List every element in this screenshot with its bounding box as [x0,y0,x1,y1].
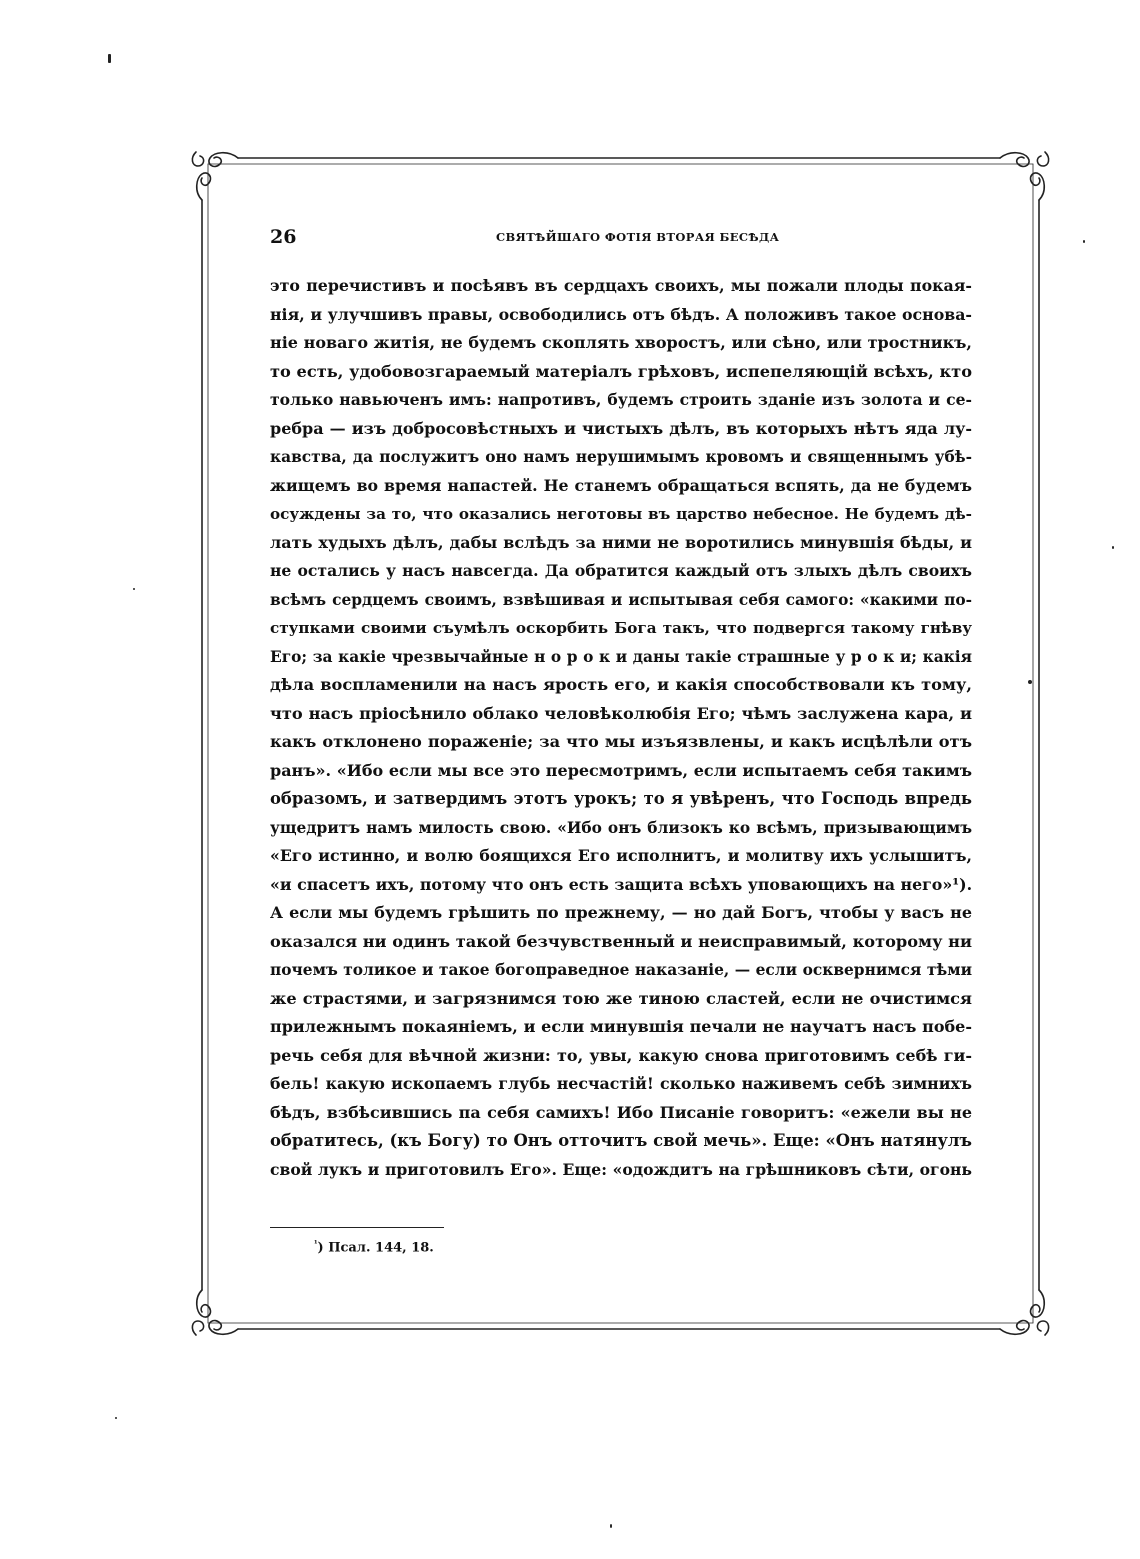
body-text [270,272,972,1184]
scan-speck [108,54,111,63]
footnote-marker: ¹ [314,1238,318,1248]
scan-speck [1028,680,1032,684]
page-header [270,226,970,252]
scan-speck [1083,240,1085,243]
scan-speck [1112,546,1114,549]
running-title: СВЯТѢЙШАГО ФОТІЯ ВТОРАЯ БЕСѢДА [496,230,780,244]
text-line: образомъ, и затвердимъ этотъ урокъ; то я увѣренъ, что Господь впредь [270,789,972,808]
text-line: А если мы будемъ грѣшить по прежнему, — но дай Богъ, чтобы у васъ не [270,903,972,922]
text-line: ніе новаго житія, не будемъ скоплять хворостъ, или сѣно, или тростникъ, [270,333,972,352]
text-line: ступками своими съумѣлъ оскорбить Бога такъ, что подвергся такому гнѣву [270,619,972,637]
text-line: какъ отклонено пораженіе; за что мы изъязвлены, и какъ исцѣлѣли отъ [270,732,972,751]
text-line: же страстями, и загрязнимся тою же тиною сластей, если не очистимся [270,988,972,1008]
text-line: лать худыхъ дѣлъ, дабы вслѣдъ за ними не воротились минувшія бѣды, и [270,532,972,552]
text-line: нія, и улучшивъ правы, освободились отъ бѣдъ. А положивъ такое основа- [270,304,972,324]
scan-speck [115,1417,117,1419]
text-line: не остались у насъ навсегда. Да обратится каждый отъ злыхъ дѣлъ своихъ [270,561,972,580]
scan-speck [610,1524,612,1528]
text-line: что насъ пріосѣнило облако человѣколюбія Его; чѣмъ заслужена кара, и [270,703,972,723]
text-line: оказался ни одинъ такой безчувственный и неисправимый, которому ни [270,931,972,951]
text-line: почемъ толикое и такое богоправедное наказаніе, — если осквернимся тѣми [270,961,972,979]
text-line: всѣмъ сердцемъ своимъ, взвѣшивая и испытывая себя самого: «какими по- [270,590,972,609]
text-line: то есть, удобовозгараемый матеріалъ грѣховъ, испепеляющій всѣхъ, кто [270,361,972,381]
text-line: это перечистивъ и посѣявъ въ сердцахъ своихъ, мы пожали плоды покая- [270,276,972,295]
text-line: ранъ». «Ибо если мы все это пересмотримъ, если испытаемъ себя такимъ [270,760,972,780]
footnote [314,1238,434,1255]
text-line: Его; за какіе чрезвычайные н о р о к и даны такіе страшные у р о к и; какія [270,647,972,666]
text-line: речь себя для вѣчной жизни: то, увы, какую снова приготовимъ себѣ ги- [270,1045,972,1065]
footnote-text: ) Псал. 144, 18. [317,1240,434,1256]
text-line: жищемъ во время напастей. Не станемъ обращаться вспять, да не будемъ [270,475,972,495]
page-number: 26 [270,226,297,248]
text-line: свой лукъ и приготовилъ Его». Еще: «одождитъ на грѣшниковъ сѣти, огонь [270,1159,972,1179]
footnote-divider [270,1227,444,1228]
text-line: осуждены за то, что оказались неготовы въ царство небесное. Не будемъ дѣ- [270,505,972,523]
text-line: только навьюченъ имъ: напротивъ, будемъ строить зданіе изъ золота и се- [270,390,972,409]
text-line: бель! какую ископаемъ глубь несчастій! сколько наживемъ себѣ зимнихъ [270,1074,972,1093]
text-line: ущедритъ намъ милость свою. «Ибо онъ близокъ ко всѣмъ, призывающимъ [270,818,972,837]
text-line: «и спасетъ ихъ, потому что онъ есть защита всѣхъ уповающихъ на него»¹). [270,874,973,894]
text-line: ребра — изъ добросовѣстныхъ и чистыхъ дѣлъ, въ которыхъ нѣтъ яда лу- [270,418,972,438]
text-line: обратитесь, (къ Богу) то Онъ отточитъ свой мечь». Еще: «Онъ натянулъ [270,1131,972,1150]
text-line: «Его истинно, и волю боящихся Его исполнитъ, и молитву ихъ услышитъ, [270,846,972,865]
text-line: бѣдъ, взбѣсившись па себя самихъ! Ибо Писаніе говоритъ: «ежели вы не [270,1102,972,1122]
text-line: кавства, да послужитъ оно намъ нерушимымъ кровомъ и священнымъ убѣ- [270,448,972,466]
text-line: дѣла воспламенили на насъ ярость его, и какія способствовали къ тому, [270,675,972,694]
scan-speck [133,588,135,590]
text-line: прилежнымъ покаяніемъ, и если минувшія печали не научатъ насъ побе- [270,1017,972,1036]
